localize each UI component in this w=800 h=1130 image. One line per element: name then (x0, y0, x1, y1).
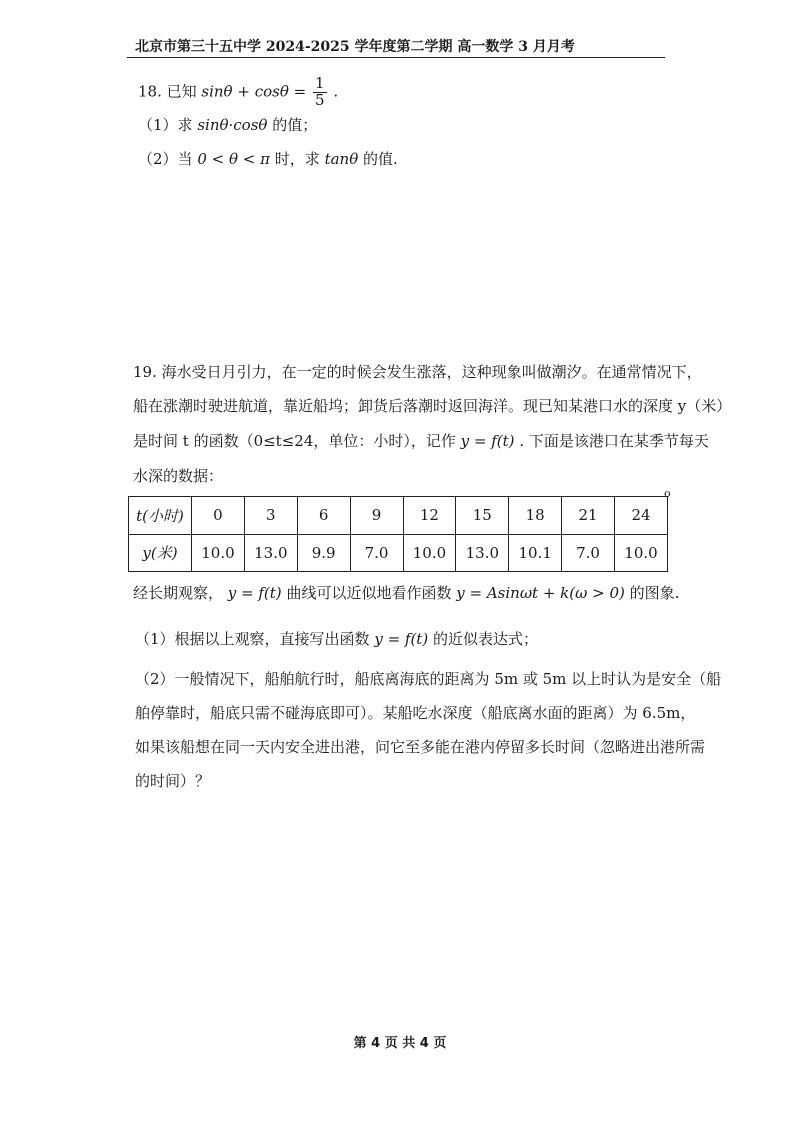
q18-part2 (138, 148, 398, 169)
q19-after-a: 经长期观察， (133, 584, 224, 602)
q18-part2-cond: 0 < θ < π (197, 150, 270, 168)
table-row-t (129, 497, 668, 535)
table-cell: 15 (456, 497, 509, 535)
page-footer: 第 4 页 共 4 页 (353, 1036, 447, 1051)
q18-part2-prefix: （2）当 (138, 150, 193, 168)
table-cell: 10.1 (509, 534, 562, 572)
table-cell: 18 (509, 497, 562, 535)
q19-part1-b: 的近似表达式； (432, 630, 538, 648)
q19-part1-a: （1）根据以上观察，直接写出函数 (135, 630, 370, 648)
q19-after-c: 的图象. (629, 584, 680, 602)
table-cell: 13.0 (456, 534, 509, 572)
table-cell: 7.0 (350, 534, 403, 572)
q19-part2-line3: 如果该船想在同一天内安全进出港，问它至多能在港内停留多长时间（忽略进出港所需 (135, 738, 706, 756)
q18-part1-suffix: 的值； (272, 116, 318, 134)
exam-header: 北京市第三十五中学 2024-2025 学年度第二学期 高一数学 3 月月考 (135, 39, 575, 55)
q19-after-expr2: y = Asinωt + k(ω > 0) (456, 584, 625, 602)
table-cell: 0 (192, 497, 245, 535)
margin-mark: o (664, 487, 671, 500)
table-header-y: y(米) (129, 534, 192, 572)
table-cell: 9.9 (297, 534, 350, 572)
q19-part2-line2: 舶停靠时，船底只需不碰海底即可）。某船吃水深度（船底离水面的距离）为 6.5m， (135, 704, 696, 722)
q18-part2-suffix: 的值. (363, 150, 398, 168)
q18-part2-expr: tanθ (324, 150, 359, 168)
table-cell: 3 (244, 497, 297, 535)
q19-part1 (135, 628, 538, 649)
table-cell: 6 (297, 497, 350, 535)
q18-part1 (138, 114, 317, 135)
q19-after-expr1: y = f(t) (227, 584, 282, 602)
q18-intro-prefix: 18. 已知 (138, 82, 197, 101)
q19-line3-expr: y = f(t) (460, 432, 515, 450)
q18-intro-expr: sinθ + cosθ = (201, 82, 307, 101)
table-cell: 10.0 (192, 534, 245, 572)
q18-frac-denominator: 5 (314, 90, 325, 109)
q18-part2-mid: 时，求 (274, 150, 320, 168)
table-row-y (129, 534, 668, 572)
q19-line4: 水深的数据： (133, 467, 224, 485)
q18-frac-numerator: 1 (314, 74, 325, 92)
table-header-t: t(小时) (129, 497, 192, 535)
table-cell: 13.0 (244, 534, 297, 572)
q19-line3-b: . 下面是该港口在某季节每天 (519, 432, 709, 450)
q18-intro-suffix: . (333, 82, 339, 101)
q19-part2-line1: （2）一般情况下，船舶航行时，船底离海底的距离为 5m 或 5m 以上时认为是安全（船 (135, 670, 722, 688)
q18-part1-expr: sinθ·cosθ (197, 116, 268, 134)
q19-after-b: 曲线可以近似地看作函数 (286, 584, 452, 602)
header-rule (127, 57, 665, 58)
q19-after-table (133, 582, 679, 603)
q18-intro (138, 76, 338, 109)
table-cell: 9 (350, 497, 403, 535)
q18-fraction (313, 76, 327, 109)
q19-line3 (133, 430, 709, 451)
table-cell: 10.0 (403, 534, 456, 572)
table-cell: 24 (615, 497, 668, 535)
tide-data-table (128, 496, 668, 572)
table-cell: 21 (562, 497, 615, 535)
table-cell: 12 (403, 497, 456, 535)
table-cell: 7.0 (562, 534, 615, 572)
q19-line3-a: 是时间 t 的函数（0≤t≤24，单位：小时），记作 (133, 432, 456, 450)
table-cell: 10.0 (615, 534, 668, 572)
q19-line2: 船在涨潮时驶进航道，靠近船坞；卸货后落潮时返回海洋。现已知某港口水的深度 y（米） (133, 397, 732, 415)
q19-line1: 19. 海水受日月引力，在一定的时候会发生涨落，这种现象叫做潮汐。在通常情况下， (133, 363, 702, 381)
q19-part2-line4: 的时间）？ (135, 772, 211, 790)
q19-part1-expr: y = f(t) (374, 630, 429, 648)
q18-part1-prefix: （1）求 (138, 116, 193, 134)
